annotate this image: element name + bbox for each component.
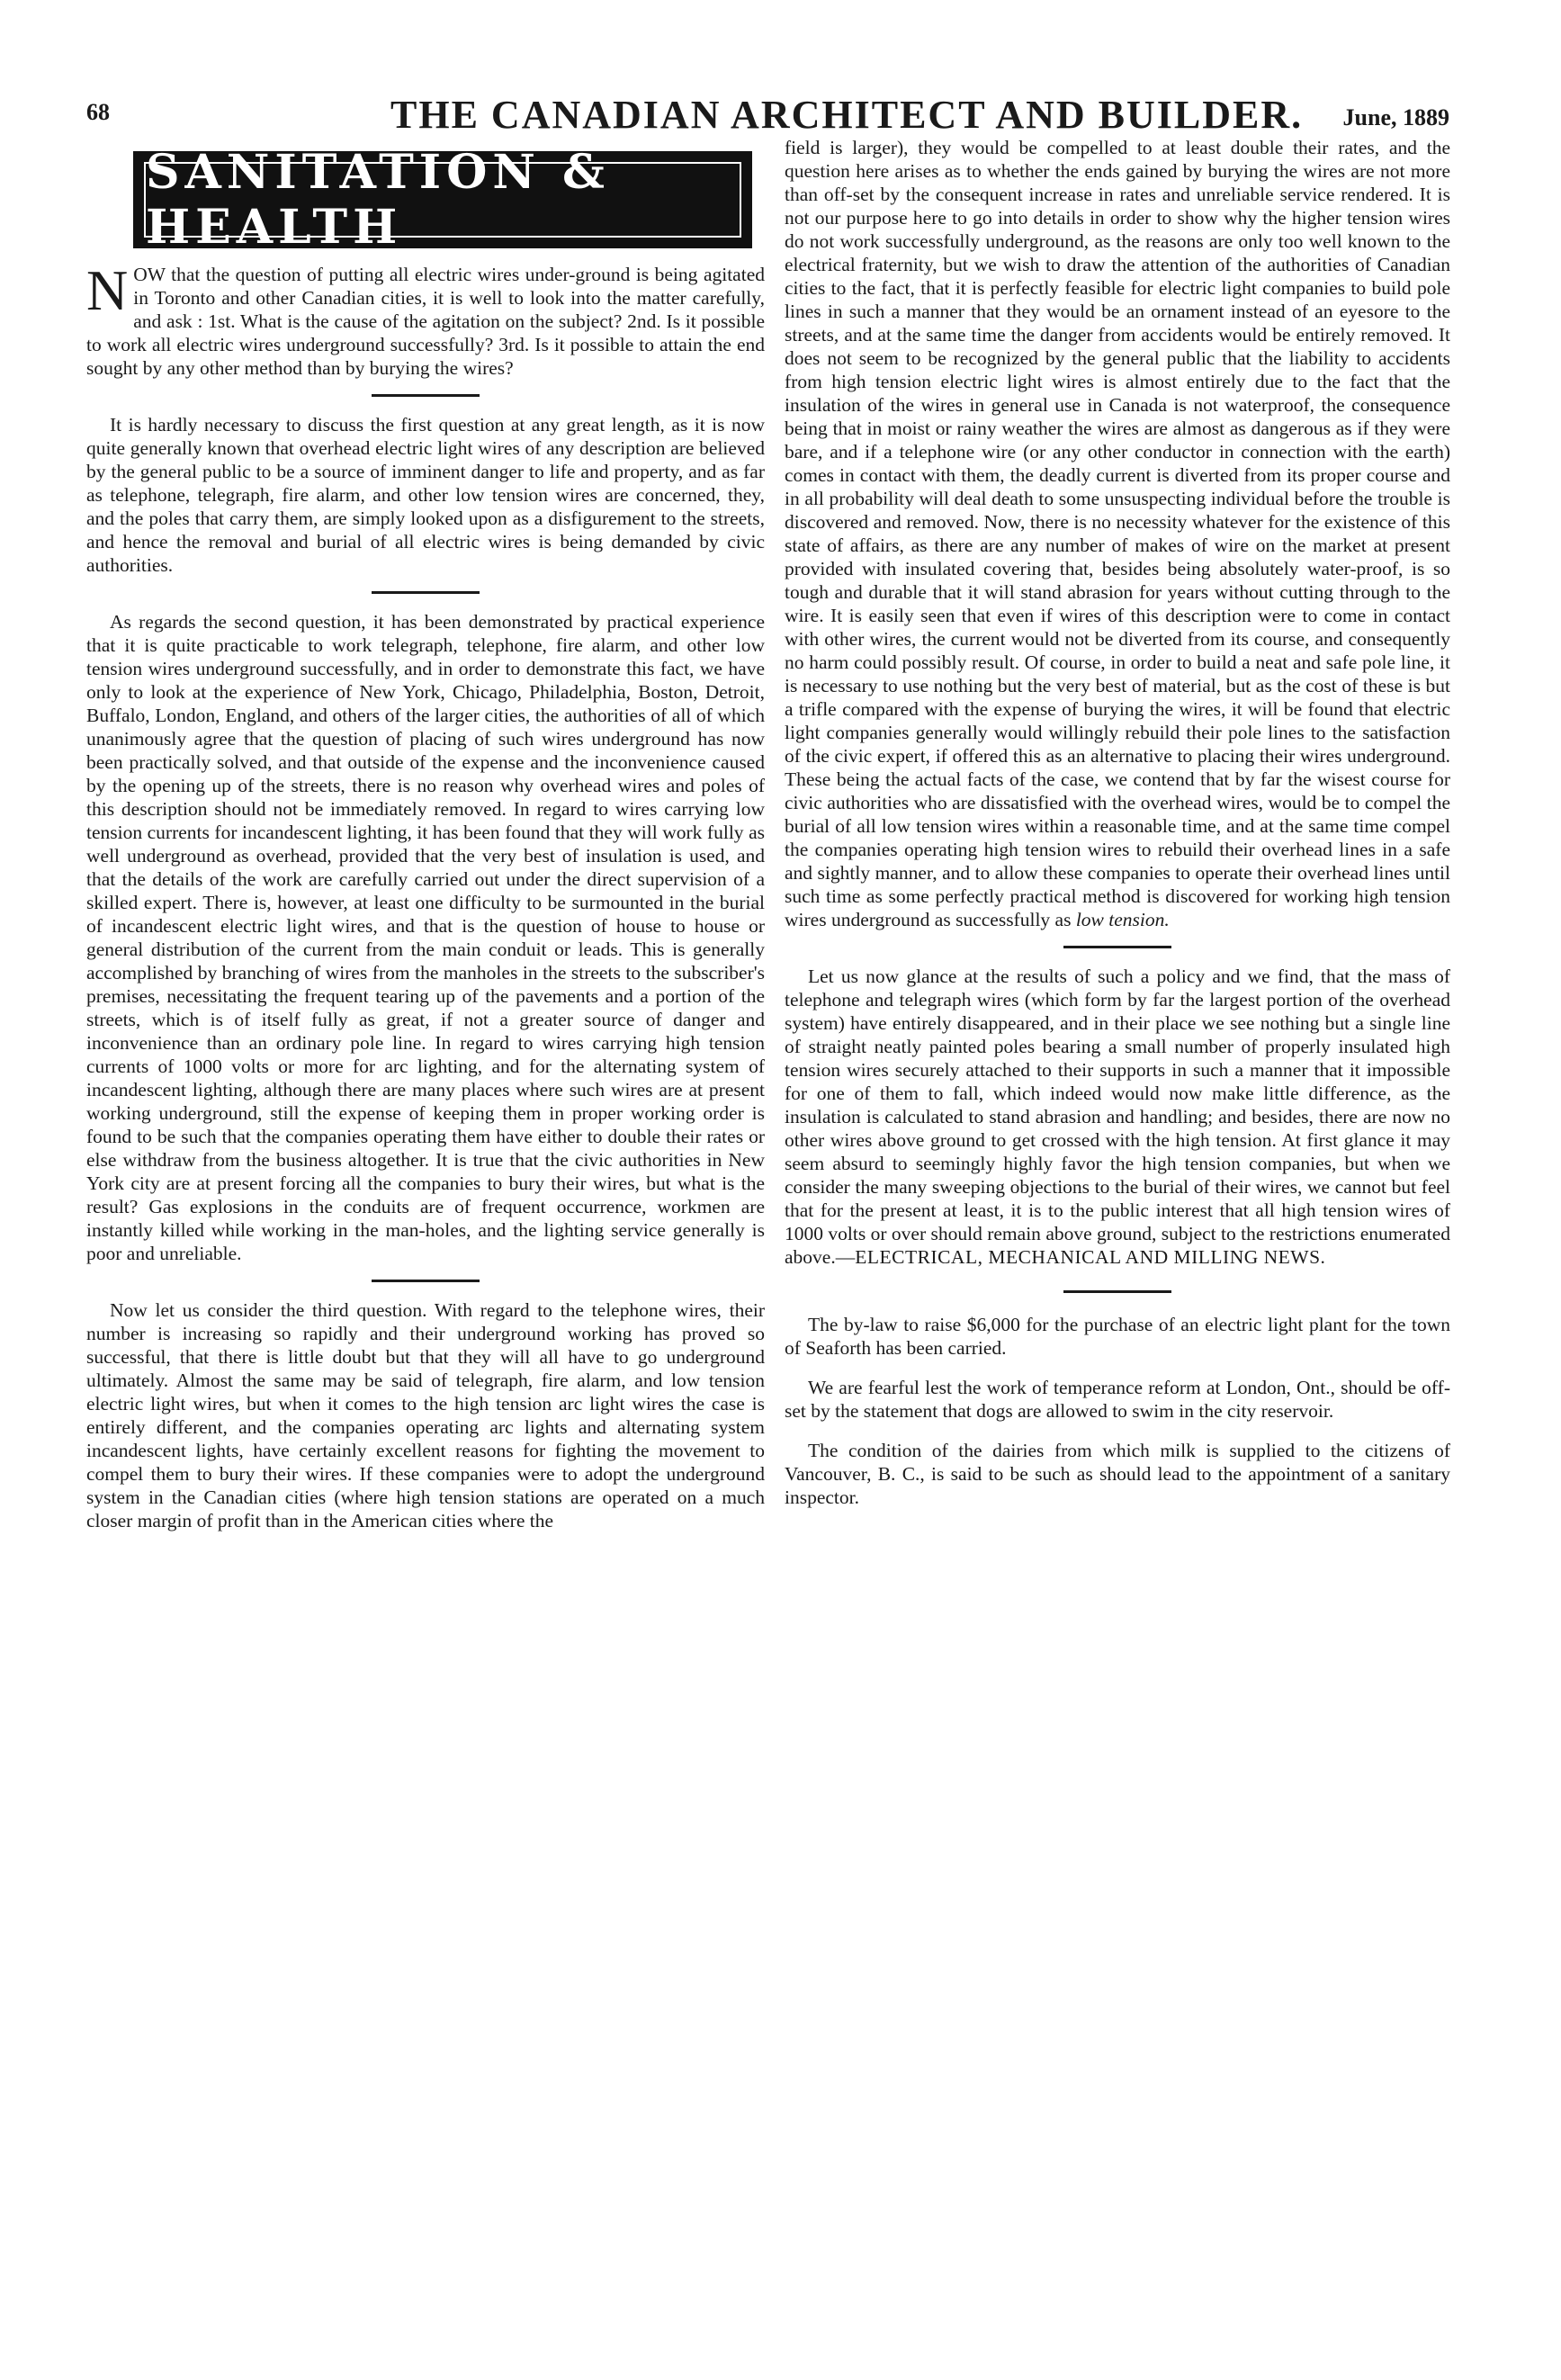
divider [372,394,480,397]
article-paragraph-5 [785,965,1450,1269]
news-item: The by-law to raise $6,000 for the purchase of an electric light plant for the town of Seaforth has been carried. [785,1314,1450,1359]
italic-phrase: low tension. [1075,909,1170,930]
publication-title: THE CANADIAN ARCHITECT AND BUILDER. [390,93,1304,137]
page-number: 68 [86,99,110,125]
section-banner-title: SANITATION & HEALTH [144,162,741,238]
article-source: ELECTRICAL, MECHANICAL AND MILLING NEWS. [855,1246,1326,1268]
left-column [86,258,765,1532]
divider [1063,1290,1171,1293]
continued-text: field is larger), they would be compelled to at least double their rates, and the question here arises as to whether the ends gained by burying the wires are not more than off-set by the consequent increase in rates and unreliable service rendered. It is not our purpose here to go into details in order to show why the higher tension wires do not work successfully underground, as the reasons are only too well known to the electrical fraternity, but we wish to draw the attention of the authorities of Canadian cities to the fact, that it is perfectly feasible for electric light companies to build pole lines in such a manner that they would be an ornament instead of an eyesore to the streets, and at the same time the danger from accidents would be entirely removed. It does not seem to be recognized by the general public that the liability to accidents from high tension electric light wires is almost entirely due to the fact that the insulation of the wires in general use in Canada is not waterproof, the consequence being that in moist or rainy weather the wires are almost as dangerous as if they were bare, and if a telephone wire (or any other conductor in connection with the earth) comes in contact with them, the deadly current is diverted from its proper course and in all probability will deal death to some unsuspecting individual before the trouble is discovered and removed. Now, there is no necessity whatever for the existence of this state of affairs, as there are any number of makes of wire on the market at present provided with insulated covering that, besides being absolutely water-proof, is so tough and durable that it will stand abrasion for years without cutting through to the wire. It is easily seen that even if wires of this description were to come in contact with other wires, the current would not be diverted from its course, and consequently no harm could possibly result. Of course, in order to build a neat and safe pole line, it is necessary to use nothing but the very best of material, but as the cost of these is but a trifle compared with the expense of burying the wires, it will be found that electric light companies generally would willingly rebuild their pole lines to the satisfaction of the civic expert, if offered this as an alternative to placing their wires underground. These being the actual facts of the case, we contend that by far the wisest course for civic authorities who are dissatisfied with the overhead wires, would be to compel the burial of all low tension wires within a reasonable time, and at the same time compel the companies operating high tension wires to rebuild their overhead lines in a safe and sightly manner, and to allow these companies to operate their overhead lines until such time as some perfectly practical method is discovered for working high tension wires underground as successfully as [785,137,1450,930]
divider [1063,946,1171,948]
divider [372,1280,480,1282]
divider [372,591,480,594]
page-header [86,88,1449,142]
right-column [785,136,1450,1509]
article-paragraph-3: As regards the second question, it has been demonstrated by practical experience that it is quite practicable to work telegraph, telephone, fire alarm, and other low tension wires underground successfully, and in order to demonstrate this fact, we have only to look at the experience of New York, Chicago, Philadelphia, Boston, Detroit, Buffalo, London, England, and others of the larger cities, the authorities of all of which unanimously agree that the question of placing of such wires underground has now been practically solved, and that outside of the expense and the inconvenience caused by the opening up of the streets, there is no reason why overhead wires and poles of this description should not be immediately removed. In regard to wires carrying low tension currents for incandescent lighting, it has been found that they will work fully as well underground as overhead, provided that the very best of insulation is used, and that the details of the work are carefully carried out under the direct supervision of a skilled expert. There is, however, at least one difficulty to be surmounted in the burial of incandescent electric light wires, and that is the question of house to house or general distribution of the current from the main conduit or leads. This is generally accomplished by branching of wires from the manholes in the streets to the subscriber's premises, necessitating the frequent tearing up of the pavements and a portion of the streets, which is of itself fully as great, if not a greater source of danger and inconvenience than an ordinary pole line. In regard to wires carrying high tension currents of 1000 volts or more for arc lighting, and for the alternating system of incandescent lighting, although there are many places where such wires are at present working underground, still the expense of keeping them in proper working order is found to be such that the companies operating them have either to double their rates or else withdraw from the business altogether. It is true that the civic authorities in New York city are at present forcing all the companies to bury their wires, but what is the result? Gas explosions in the conduits are of frequent occurrence, workmen are instantly killed while working in the man-holes, and the lighting service generally is poor and unreliable. [86,611,765,1264]
article-paragraph-2: It is hardly necessary to discuss the first question at any great length, as it is now quite generally known that overhead electric light wires of any description are believed by the general public to be a source of imminent danger to life and property, and as far as telephone, telegraph, fire alarm, and other low tension wires are concerned, they, and the poles that carry them, are simply looked upon as a disfigurement to the streets, and hence the removal and burial of all electric wires is being demanded by civic authorities. [86,414,765,576]
news-item: We are fearful lest the work of temperance reform at London, Ont., should be off-set by the statement that dogs are allowed to swim in the city reservoir. [785,1377,1450,1422]
article-paragraph-4: Now let us consider the third question. With regard to the telephone wires, their number is increasing so rapidly and their underground working has proved so successful, that there is little doubt but that they will all have to go underground ultimately. Almost the same may be said of telegraph, fire alarm, and low tension electric light wires, but when it comes to the high tension arc light wires the case is entirely different, and the companies operating arc lights and alternating system incandescent lights, have certainly excellent reasons for fighting the movement to compel them to bury their wires. If these companies were to adopt the underground system in the Canadian cities (where high tension stations are operated on a much closer margin of profit than in the American cities where the [86,1299,765,1531]
section-banner [133,145,752,255]
drop-cap: N [86,258,129,322]
issue-date: June, 1889 [1342,104,1449,130]
article-paragraph-4-continued [785,136,1450,931]
news-item: The condition of the dairies from which milk is supplied to the citizens of Vancouver, B. C., is said to be such as should lead to the appointment of a sanitary inspector. [785,1440,1450,1508]
paragraph-5-text: Let us now glance at the results of such a policy and we find, that the mass of telephone and telegraph wires (which form by far the largest portion of the overhead system) have entirely disappeared, and in their place we see nothing but a single line of straight neatly painted poles bearing a small number of properly insulated high tension wires securely attached to their supports in such a manner that it impossible for one of them to fall, which indeed would now make little difference, as the insulation is calculated to stand abrasion and handling; and besides, there are now no other wires above ground to get crossed with the high tension. At first glance it may seem absurd to seemingly highly favor the high tension companies, but when we consider the many sweeping objections to the burial of their wires, we cannot but feel that for the present at least, it is to the public interest that all high tension wires of 1000 volts or over should remain above ground, subject to the restrictions enumerated above.— [785,965,1450,1268]
article-intro [86,258,765,380]
intro-text: OW that the question of putting all electric wires under-ground is being agitated in Toronto and other Canadian cities, it is well to look into the matter carefully, and ask : 1st. What is the cause of the agitation on the subject? 2nd. Is it possible to work all electric wires underground successfully? 3rd. Is it possible to attain the end sought by any other method than by burying the wires? [86,264,765,379]
